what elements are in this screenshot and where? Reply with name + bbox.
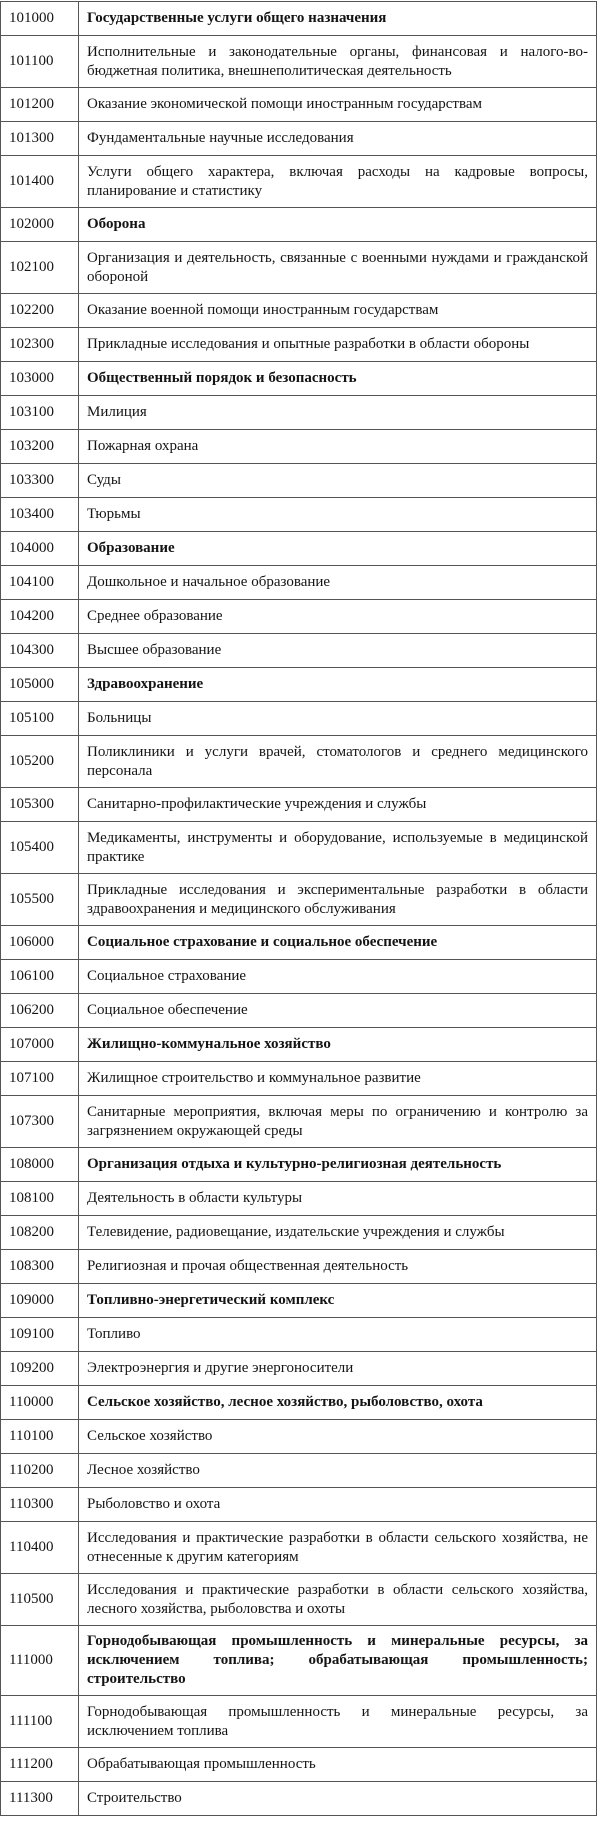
table-row (1, 1574, 597, 1626)
row-name: Телевидение, радиовещание, издательские учреждения и службы (79, 1216, 597, 1250)
row-name: Исследования и практические разработки в области сельского хозяйства, не отнесенные к другим категориям (79, 1522, 597, 1574)
row-name: Исполнительные и законодательные органы, финансовая и налого-во-бюджетная политика, внешнеполитическая деятельность (79, 36, 597, 88)
row-name: Рыболовство и охота (79, 1488, 597, 1522)
row-code: 101400 (1, 156, 79, 208)
table-row (1, 88, 597, 122)
section-row (1, 362, 597, 396)
table-row (1, 328, 597, 362)
row-name: Дошкольное и начальное образование (79, 566, 597, 600)
table-row (1, 600, 597, 634)
table-row (1, 396, 597, 430)
table-row (1, 566, 597, 600)
row-code: 104100 (1, 566, 79, 600)
row-code: 102000 (1, 208, 79, 242)
table-row (1, 1696, 597, 1748)
row-name: Пожарная охрана (79, 430, 597, 464)
table-row (1, 822, 597, 874)
row-name: Среднее образование (79, 600, 597, 634)
section-title: Образование (79, 532, 597, 566)
row-code: 106200 (1, 994, 79, 1028)
table-row (1, 156, 597, 208)
row-code: 102200 (1, 294, 79, 328)
table-body (1, 2, 597, 1816)
row-code: 107100 (1, 1062, 79, 1096)
row-name: Лесное хозяйство (79, 1454, 597, 1488)
row-name: Оказание экономической помощи иностранным государствам (79, 88, 597, 122)
row-code: 103200 (1, 430, 79, 464)
row-code: 105000 (1, 668, 79, 702)
table-row (1, 736, 597, 788)
row-code: 110000 (1, 1386, 79, 1420)
table-row (1, 242, 597, 294)
row-code: 108100 (1, 1182, 79, 1216)
table-row (1, 1096, 597, 1148)
row-code: 103100 (1, 396, 79, 430)
row-code: 105400 (1, 822, 79, 874)
table-row (1, 430, 597, 464)
row-code: 108200 (1, 1216, 79, 1250)
row-name: Услуги общего характера, включая расходы на кадровые вопросы, планирование и статистику (79, 156, 597, 208)
table-row (1, 1250, 597, 1284)
section-row (1, 1284, 597, 1318)
row-code: 102300 (1, 328, 79, 362)
table-row (1, 1318, 597, 1352)
table-row (1, 874, 597, 926)
row-code: 111200 (1, 1748, 79, 1782)
table-row (1, 634, 597, 668)
row-name: Исследования и практические разработки в области сельского хозяйства, лесного хозяйства, рыболовства и охоты (79, 1574, 597, 1626)
table-row (1, 1216, 597, 1250)
section-title: Организация отдыха и культурно-религиозная деятельность (79, 1148, 597, 1182)
row-code: 110300 (1, 1488, 79, 1522)
row-code: 111300 (1, 1782, 79, 1816)
row-code: 111000 (1, 1626, 79, 1696)
section-title: Социальное страхование и социальное обеспечение (79, 926, 597, 960)
row-name: Поликлиники и услуги врачей, стоматологов и среднего медицинского персонала (79, 736, 597, 788)
row-code: 109200 (1, 1352, 79, 1386)
row-code: 105300 (1, 788, 79, 822)
row-name: Больницы (79, 702, 597, 736)
section-row (1, 1028, 597, 1062)
table-row (1, 1182, 597, 1216)
table-row (1, 294, 597, 328)
row-name: Суды (79, 464, 597, 498)
row-code: 110400 (1, 1522, 79, 1574)
row-name: Медикаменты, инструменты и оборудование, используемые в медицинской практике (79, 822, 597, 874)
table-row (1, 1782, 597, 1816)
row-name: Горнодобывающая промышленность и минеральные ресурсы, за исключением топлива (79, 1696, 597, 1748)
table-row (1, 464, 597, 498)
row-code: 103300 (1, 464, 79, 498)
row-code: 110100 (1, 1420, 79, 1454)
row-code: 104300 (1, 634, 79, 668)
section-title: Здравоохранение (79, 668, 597, 702)
row-code: 111100 (1, 1696, 79, 1748)
table-row (1, 1454, 597, 1488)
section-title: Общественный порядок и безопасность (79, 362, 597, 396)
table-row (1, 1522, 597, 1574)
row-name: Прикладные исследования и экспериментальные разработки в области здравоохранения и медицинского обслуживания (79, 874, 597, 926)
row-code: 105500 (1, 874, 79, 926)
row-code: 103400 (1, 498, 79, 532)
row-code: 104000 (1, 532, 79, 566)
row-code: 108300 (1, 1250, 79, 1284)
section-row (1, 926, 597, 960)
row-code: 101200 (1, 88, 79, 122)
section-row (1, 1626, 597, 1696)
row-code: 107300 (1, 1096, 79, 1148)
row-code: 101300 (1, 122, 79, 156)
row-code: 102100 (1, 242, 79, 294)
row-code: 105200 (1, 736, 79, 788)
table-row (1, 994, 597, 1028)
row-name: Милиция (79, 396, 597, 430)
section-row (1, 532, 597, 566)
section-row (1, 1148, 597, 1182)
table-row (1, 1420, 597, 1454)
table-row (1, 1352, 597, 1386)
section-row (1, 2, 597, 36)
table-row (1, 498, 597, 532)
row-name: Санитарные мероприятия, включая меры по ограничению и контролю за загрязнением окружающей среды (79, 1096, 597, 1148)
section-title: Жилищно-коммунальное хозяйство (79, 1028, 597, 1062)
row-name: Высшее образование (79, 634, 597, 668)
row-name: Оказание военной помощи иностранным государствам (79, 294, 597, 328)
row-name: Жилищное строительство и коммунальное развитие (79, 1062, 597, 1096)
section-title: Горнодобывающая промышленность и минеральные ресурсы, за исключением топлива; обрабатывающая промышленность; строительство (79, 1626, 597, 1696)
row-code: 106100 (1, 960, 79, 994)
table-row (1, 1488, 597, 1522)
row-code: 109100 (1, 1318, 79, 1352)
row-name: Строительство (79, 1782, 597, 1816)
row-code: 108000 (1, 1148, 79, 1182)
row-name: Обрабатывающая промышленность (79, 1748, 597, 1782)
row-code: 103000 (1, 362, 79, 396)
row-code: 110500 (1, 1574, 79, 1626)
table-row (1, 702, 597, 736)
row-name: Электроэнергия и другие энергоносители (79, 1352, 597, 1386)
table-row (1, 960, 597, 994)
row-name: Тюрьмы (79, 498, 597, 532)
row-name: Сельское хозяйство (79, 1420, 597, 1454)
row-name: Топливо (79, 1318, 597, 1352)
row-name: Социальное страхование (79, 960, 597, 994)
row-code: 106000 (1, 926, 79, 960)
row-name: Санитарно-профилактические учреждения и службы (79, 788, 597, 822)
section-title: Государственные услуги общего назначения (79, 2, 597, 36)
table-row (1, 1748, 597, 1782)
section-row (1, 208, 597, 242)
row-code: 101000 (1, 2, 79, 36)
section-row (1, 1386, 597, 1420)
row-name: Социальное обеспечение (79, 994, 597, 1028)
section-title: Сельское хозяйство, лесное хозяйство, рыболовство, охота (79, 1386, 597, 1420)
row-code: 110200 (1, 1454, 79, 1488)
section-title: Топливно-энергетический комплекс (79, 1284, 597, 1318)
table-row (1, 36, 597, 88)
table-row (1, 1062, 597, 1096)
row-code: 105100 (1, 702, 79, 736)
row-name: Организация и деятельность, связанные с военными нуждами и гражданской обороной (79, 242, 597, 294)
table-row (1, 788, 597, 822)
row-name: Фундаментальные научные исследования (79, 122, 597, 156)
row-name: Прикладные исследования и опытные разработки в области обороны (79, 328, 597, 362)
table-row (1, 122, 597, 156)
budget-classification-table (0, 1, 597, 1816)
row-code: 109000 (1, 1284, 79, 1318)
section-row (1, 668, 597, 702)
row-name: Деятельность в области культуры (79, 1182, 597, 1216)
row-code: 104200 (1, 600, 79, 634)
row-code: 107000 (1, 1028, 79, 1062)
row-code: 101100 (1, 36, 79, 88)
section-title: Оборона (79, 208, 597, 242)
row-name: Религиозная и прочая общественная деятельность (79, 1250, 597, 1284)
